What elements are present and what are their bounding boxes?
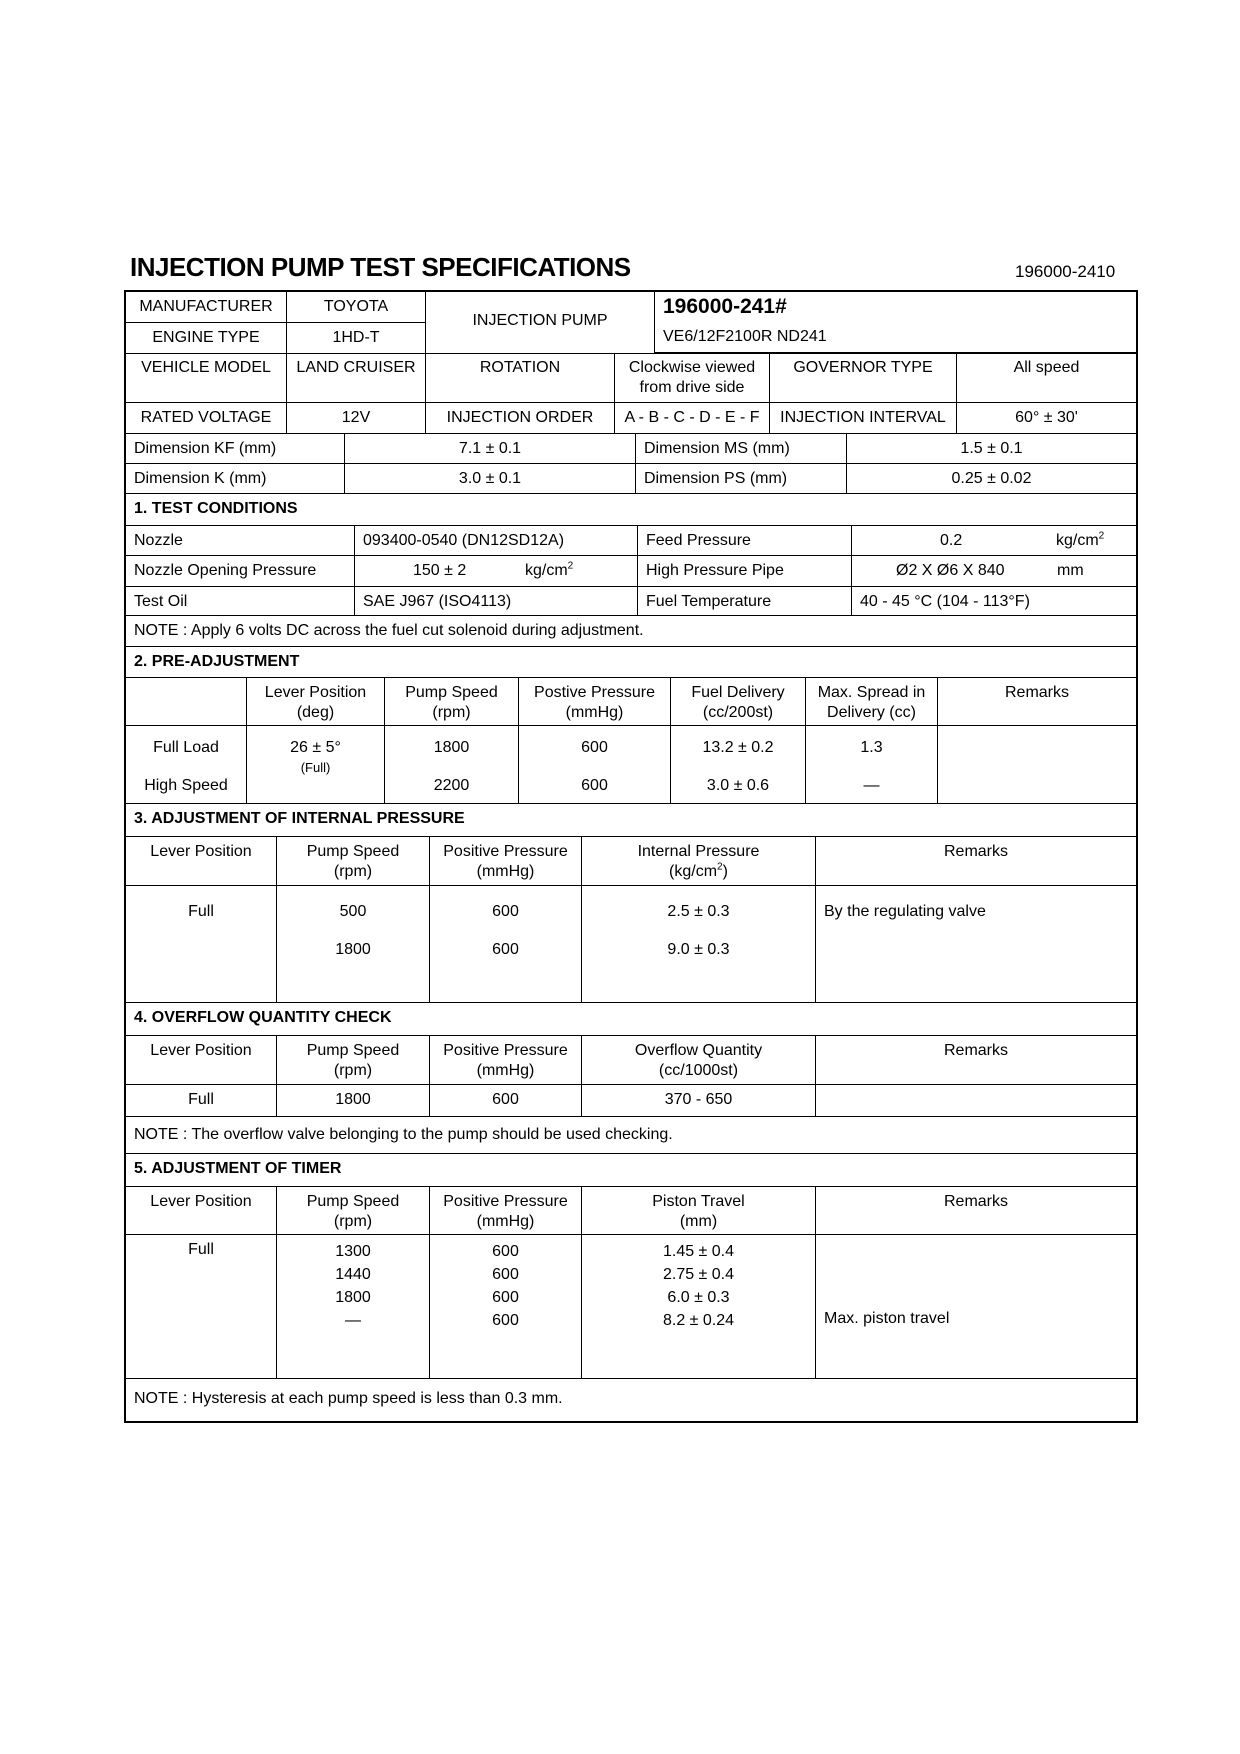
col-label: Positive Pressure <box>443 1193 568 1210</box>
travel-value: 1.45 ± 0.4 <box>662 1243 735 1260</box>
delivery-value: 3.0 ± 0.6 <box>706 777 770 794</box>
rated-voltage-label: RATED VOLTAGE <box>140 409 272 426</box>
section-heading: 5. ADJUSTMENT OF TIMER <box>134 1160 342 1177</box>
feed-pressure-unit: kg/cm <box>1056 532 1099 549</box>
col-unit: (mmHg) <box>476 1213 535 1230</box>
col-positive-pressure <box>518 678 670 725</box>
speed-value: 1800 <box>276 1085 429 1116</box>
speed-values <box>276 886 429 1002</box>
manufacturer-label: MANUFACTURER <box>139 298 273 315</box>
col-label: Lever Position <box>264 684 367 701</box>
col-remarks: Remarks <box>937 678 1136 725</box>
governor-type-value: All speed <box>956 353 1136 402</box>
quantity-value: 370 - 650 <box>581 1085 815 1116</box>
internal-value: 2.5 ± 0.3 <box>667 903 730 920</box>
col-label: Max. Spread in <box>817 684 926 701</box>
lever-value: Full <box>188 1091 214 1108</box>
rotation-label: ROTATION <box>425 353 614 402</box>
dim-ms-value: 1.5 ± 0.1 <box>846 434 1136 463</box>
pressure-value: 600 <box>581 777 608 794</box>
pump-number: 196000-241# <box>663 295 787 318</box>
col-lever-position: Lever Position <box>150 1042 252 1059</box>
col-label: Positive Pressure <box>443 843 568 860</box>
vehicle-model-value: LAND CRUISER <box>286 353 425 402</box>
col-max-spread <box>805 678 937 725</box>
section-heading: 2. PRE-ADJUSTMENT <box>134 653 300 670</box>
nozzle-opening-cell: 150 ± 2 $kg/cm^2$ <box>354 556 637 586</box>
section-overflow <box>126 1003 1136 1036</box>
page-title: INJECTION PUMP TEST SPECIFICATIONS <box>130 252 631 282</box>
pump-speed-values <box>384 726 518 803</box>
pressure-value: 600 <box>581 739 608 756</box>
pre-adjustment-names <box>126 726 246 803</box>
col-positive-pressure <box>429 1187 581 1234</box>
speed-value: 1800 <box>335 941 371 958</box>
dim-ps-value: 0.25 ± 0.02 <box>846 464 1136 493</box>
pressure-value: 600 <box>492 903 519 920</box>
hp-pipe-value: Ø2 X Ø6 X 840 <box>896 562 1005 579</box>
nozzle-opening-value: 150 ± 2 <box>413 562 467 579</box>
col-unit: (rpm) <box>333 1213 373 1230</box>
speed-value: 1800 <box>433 739 470 756</box>
row-dimension-kf <box>126 434 1136 464</box>
hp-pipe-cell <box>851 556 1136 586</box>
col-label: Pump Speed <box>306 1193 400 1210</box>
row-dimension-k <box>126 464 1136 494</box>
dim-ms-label: Dimension MS (mm) <box>635 434 846 463</box>
col-unit: (kg/cm <box>669 863 718 880</box>
section-internal-pressure <box>126 804 1136 837</box>
section-heading: 4. OVERFLOW QUANTITY CHECK <box>134 1009 392 1026</box>
fuel-temp-label: Fuel Temperature <box>637 587 851 615</box>
col-unit: (mmHg) <box>476 1062 535 1079</box>
col-unit: (mmHg) <box>476 863 535 880</box>
col-remarks: Remarks <box>815 1036 1136 1084</box>
pressure-value: 600 <box>492 1289 519 1306</box>
section-test-conditions <box>126 494 1136 526</box>
dim-k-value: 3.0 ± 0.1 <box>344 464 635 493</box>
row-vehicle-model <box>126 353 1136 403</box>
injection-order-label: INJECTION ORDER <box>425 403 614 433</box>
pressure-values <box>518 726 670 803</box>
pre-adjustment-header <box>126 678 1136 726</box>
col-unit: (rpm) <box>432 704 471 721</box>
speed-value: 1300 <box>335 1243 371 1260</box>
remarks-value: Max. piston travel <box>815 1235 1136 1378</box>
spread-value: — <box>863 777 880 794</box>
spec-sheet <box>124 290 1138 1423</box>
col-remarks: Remarks <box>815 1187 1136 1234</box>
injection-pump-cell <box>425 292 654 353</box>
governor-type-label: GOVERNOR TYPE <box>769 353 956 402</box>
pressure-value: 600 <box>492 1312 519 1329</box>
spread-values <box>805 726 937 803</box>
col-fuel-delivery <box>670 678 805 725</box>
timer-note: NOTE : Hysteresis at each pump speed is less than 0.3 mm. <box>134 1390 563 1407</box>
col-unit: (rpm) <box>333 1062 373 1079</box>
speed-value: — <box>345 1312 361 1329</box>
hp-pipe-unit: mm <box>1057 562 1084 579</box>
injection-order-value: A - B - C - D - E - F <box>614 403 769 433</box>
travel-values <box>581 1235 815 1378</box>
rated-voltage-value: 12V <box>286 403 425 433</box>
col-unit: (cc/1000st) <box>658 1062 739 1079</box>
col-label: Pump Speed <box>306 1042 400 1059</box>
col-unit: (mm) <box>679 1213 718 1230</box>
col-label: Pump Speed <box>405 684 498 701</box>
remarks-value <box>815 1085 1136 1116</box>
col-pump-speed <box>276 1036 429 1084</box>
pump-number-cell <box>654 292 1136 353</box>
overflow-body <box>126 1085 1136 1117</box>
document-code: 196000-2410 <box>1015 262 1116 281</box>
rotation-value-line2: from drive side <box>639 379 745 396</box>
col-internal-pressure: Internal Pressure $(kg/cm^2)$ <box>581 837 815 885</box>
lever-sub-value: (Full) <box>300 760 331 775</box>
col-positive-pressure <box>429 837 581 885</box>
speed-value: 2200 <box>433 777 470 794</box>
lever-value: Full <box>188 903 214 920</box>
remarks-value <box>937 726 1136 803</box>
injection-interval-value: 60° ± 30' <box>956 403 1136 433</box>
dim-kf-value: 7.1 ± 0.1 <box>344 434 635 463</box>
test-conditions-note: NOTE : Apply 6 volts DC across the fuel cut solenoid during adjustment. <box>134 622 644 639</box>
spread-value: 1.3 <box>860 739 883 756</box>
nozzle-value: 093400-0540 (DN12SD12A) <box>354 526 637 555</box>
test-oil-label: Test Oil <box>134 593 188 610</box>
manufacturer-value: TOYOTA <box>286 292 425 322</box>
pre-adjustment-body <box>126 726 1136 804</box>
row-test-oil <box>126 587 1136 616</box>
row-rated-voltage <box>126 403 1136 434</box>
pressure-value: 600 <box>492 1243 519 1260</box>
section-pre-adjustment <box>126 647 1136 678</box>
hp-pipe-label: High Pressure Pipe <box>637 556 851 586</box>
vehicle-model-label: VEHICLE MODEL <box>141 359 271 376</box>
pressure-value: 600 <box>492 941 519 958</box>
col-label: Overflow Quantity <box>634 1042 763 1059</box>
pump-model: VE6/12F2100R ND241 <box>663 328 827 345</box>
speed-value: 500 <box>339 903 367 920</box>
lever-position-values <box>246 726 384 803</box>
col-label: Piston Travel <box>652 1193 745 1210</box>
engine-type-value: 1HD-T <box>286 323 425 353</box>
row-test-note <box>126 616 1136 647</box>
internal-value: 9.0 ± 0.3 <box>667 941 730 958</box>
nozzle-opening-label: Nozzle Opening Pressure <box>134 562 317 579</box>
remarks-value: By the regulating valve <box>815 886 1136 1002</box>
timer-header <box>126 1187 1136 1235</box>
lever-value: Full <box>188 1241 214 1258</box>
col-pump-speed <box>384 678 518 725</box>
col-pump-speed <box>276 837 429 885</box>
section-heading: 1. TEST CONDITIONS <box>134 500 298 517</box>
col-label: Positive Pressure <box>443 1042 568 1059</box>
internal-values <box>581 886 815 1002</box>
internal-pressure-body <box>126 886 1136 1003</box>
pressure-values <box>429 886 581 1002</box>
nozzle-label: Nozzle <box>134 532 183 549</box>
fuel-temp-value: 40 - 45 °C (104 - 113°F) <box>851 587 1136 615</box>
travel-value: 2.75 ± 0.4 <box>662 1266 735 1283</box>
row-nozzle <box>126 526 1136 556</box>
pressure-value: 600 <box>492 1266 519 1283</box>
col-unit: (rpm) <box>333 863 373 880</box>
rotation-value <box>614 353 769 402</box>
blank-header <box>126 678 246 725</box>
col-unit: Delivery (cc) <box>827 704 916 721</box>
row-name-full-load: Full Load <box>153 739 219 756</box>
col-unit: (cc/200st) <box>702 704 774 721</box>
speed-value: 1800 <box>335 1289 371 1306</box>
dim-ps-label: Dimension PS (mm) <box>635 464 846 493</box>
feed-pressure-label: Feed Pressure <box>637 526 851 555</box>
overflow-note-row <box>126 1117 1136 1154</box>
delivery-values <box>670 726 805 803</box>
col-label: Fuel Delivery <box>691 684 785 701</box>
col-lever-position: Lever Position <box>150 843 252 860</box>
feed-pressure-value: 0.2 <box>940 532 963 549</box>
pressure-values <box>429 1235 581 1378</box>
dim-kf-label: Dimension KF (mm) <box>134 440 277 457</box>
col-label: Internal Pressure <box>637 843 760 860</box>
speed-value: 1440 <box>335 1266 371 1283</box>
overflow-header <box>126 1036 1136 1085</box>
section-timer <box>126 1154 1136 1187</box>
dim-k-label: Dimension K (mm) <box>134 470 267 487</box>
delivery-value: 13.2 ± 0.2 <box>702 739 774 756</box>
col-pump-speed <box>276 1187 429 1234</box>
col-positive-pressure <box>429 1036 581 1084</box>
col-label: Postive Pressure <box>534 684 655 701</box>
col-unit: (deg) <box>296 704 335 721</box>
lever-value: 26 ± 5° <box>290 739 341 756</box>
col-label: Pump Speed <box>306 843 400 860</box>
pressure-value: 600 <box>429 1085 581 1116</box>
speed-values <box>276 1235 429 1378</box>
travel-value: 6.0 ± 0.3 <box>667 1289 730 1306</box>
travel-value: 8.2 ± 0.24 <box>662 1312 735 1329</box>
col-remarks: Remarks <box>815 837 1136 885</box>
engine-type-label: ENGINE TYPE <box>152 329 260 346</box>
row-nozzle-opening <box>126 556 1136 587</box>
section-heading: 3. ADJUSTMENT OF INTERNAL PRESSURE <box>134 810 465 827</box>
row-name-high-speed: High Speed <box>144 777 228 794</box>
nozzle-opening-unit: kg/cm <box>525 562 568 579</box>
feed-pressure-cell: 0.2 $kg/cm^2$ <box>851 526 1136 555</box>
rotation-value-line1: Clockwise viewed <box>628 359 756 376</box>
timer-body <box>126 1235 1136 1379</box>
col-unit: (mmHg) <box>565 704 624 721</box>
overflow-note: NOTE : The overflow valve belonging to the pump should be used checking. <box>134 1126 673 1143</box>
test-oil-value: SAE J967 (ISO4113) <box>354 587 637 615</box>
col-piston-travel <box>581 1187 815 1234</box>
injection-interval-label: INJECTION INTERVAL <box>769 403 956 433</box>
timer-note-row <box>126 1379 1136 1421</box>
col-overflow-quantity <box>581 1036 815 1084</box>
internal-pressure-header <box>126 837 1136 886</box>
col-lever-position <box>246 678 384 725</box>
col-lever-position: Lever Position <box>150 1193 252 1210</box>
injection-pump-label: INJECTION PUMP <box>472 312 608 329</box>
